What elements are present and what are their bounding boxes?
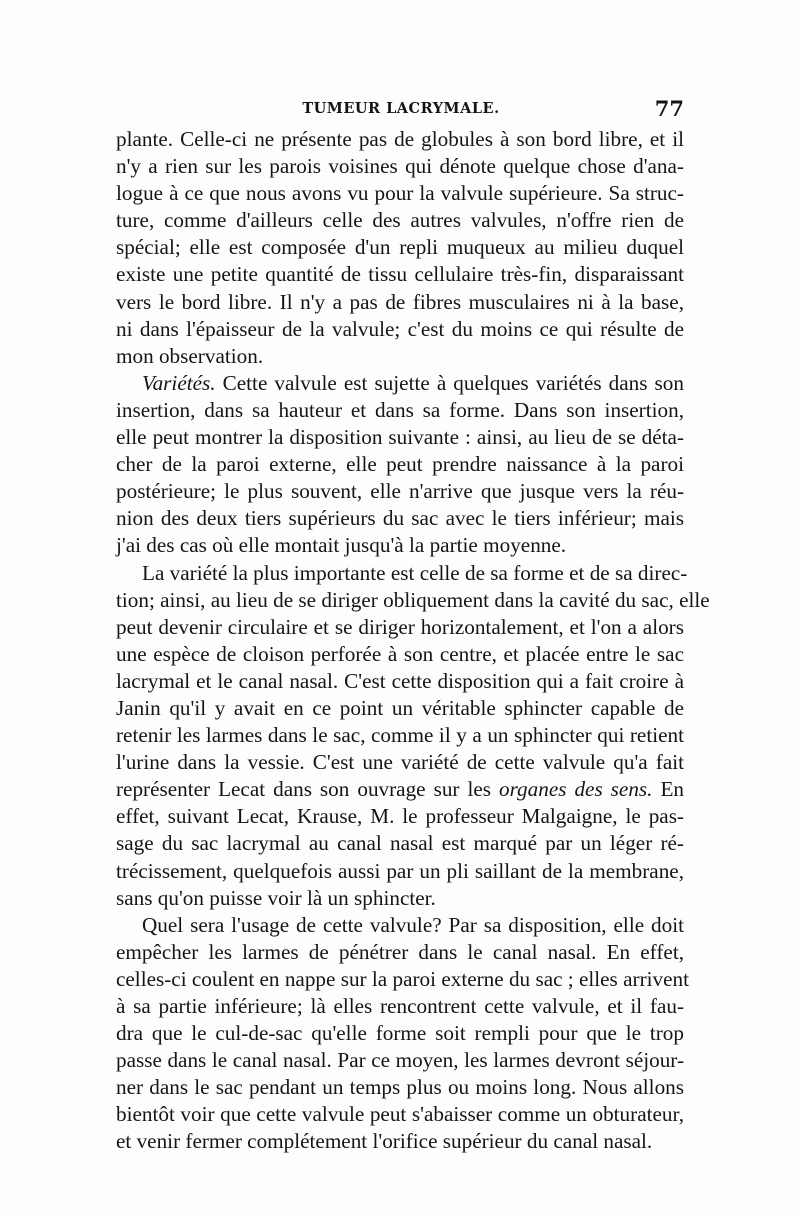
text-line: ner dans le sac pendant un temps plus ou moins long. Nous allons: [116, 1075, 684, 1100]
text-line: ni dans l'épaisseur de la valvule; c'est du moins ce qui résulte de: [116, 316, 684, 341]
text-line: [116, 370, 684, 397]
italic-lead: Variétés.: [142, 370, 216, 395]
text-line: j'ai des cas où elle montait jusqu'à la partie moyenne.: [116, 533, 567, 558]
text-line: logue à ce que nous avons vu pour la valvule supérieure. Sa struc-: [116, 181, 684, 206]
text-line: insertion, dans sa hauteur et dans sa forme. Dans son insertion,: [116, 397, 684, 422]
text-line: une espèce de cloison perforée à son centre, et placée entre le sac: [116, 641, 684, 666]
text-line: à sa partie inférieure; là elles rencontrent cette valvule, et il fau-: [116, 994, 684, 1018]
text-line: vers le bord libre. Il n'y a pas de fibres musculaires ni à la base,: [116, 289, 684, 314]
text-line: dra que le cul-de-sac qu'elle forme soit rempli pour que le trop: [116, 1021, 684, 1046]
text-line: Janin qu'il y avait en ce point un véritable sphincter capable de: [116, 695, 684, 720]
text-line: mon observation.: [116, 343, 264, 368]
text-line: lacrymal et le canal nasal. C'est cette disposition qui a fait croire à: [116, 668, 684, 693]
body-text: [116, 126, 710, 1156]
text-line: bientôt voir que cette valvule peut s'abaisser comme un obturateur,: [116, 1102, 684, 1127]
text-line: [116, 776, 684, 803]
text-line: sage du sac lacrymal au canal nasal est marqué par un léger ré-: [116, 831, 684, 856]
text-line: retenir les larmes dans le sac, comme il y a un sphincter qui retient: [116, 723, 684, 748]
text-line: et venir fermer complétement l'orifice supérieur du canal nasal.: [116, 1129, 653, 1154]
text-line: La variété la plus importante est celle de sa forme et de sa direc-: [142, 560, 688, 585]
text-line: postérieure; le plus souvent, elle n'arrive que jusque vers la réu-: [116, 479, 684, 504]
paragraph: [116, 126, 684, 370]
text-line: existe une petite quantité de tissu cellulaire très-fin, disparaissant: [116, 262, 684, 287]
text-line: l'urine dans la vessie. C'est une variété de cette valvule qu'a fait: [116, 750, 684, 775]
text-line: sans qu'on puisse voir là un sphincter.: [116, 885, 436, 910]
text-line: tion; ainsi, au lieu de se diriger obliquement dans la cavité du sac, elle: [116, 587, 710, 612]
text-line: nion des deux tiers supérieurs du sac avec le tiers inférieur; mais: [116, 506, 684, 531]
paragraph: [116, 912, 689, 1156]
paragraph: [116, 370, 684, 560]
text-fragment: représenter Lecat dans son ouvrage sur les: [116, 777, 499, 802]
text-line: ture, comme d'ailleurs celle des autres valvules, n'offre rien de: [116, 208, 684, 233]
italic-phrase: organes des sens.: [498, 777, 653, 802]
text-line: passe dans le canal nasal. Par ce moyen, les larmes devront séjour-: [116, 1048, 684, 1073]
running-title: TUMEUR LACRYMALE.: [302, 100, 500, 117]
text-line: elle peut montrer la disposition suivante : ainsi, au lieu de se déta-: [116, 425, 684, 450]
text-line: peut devenir circulaire et se diriger horizontalement, et l'on a alors: [116, 614, 684, 639]
text-line: plante. Celle-ci ne présente pas de globules à son bord libre, et il: [116, 127, 684, 151]
text-line: effet, suivant Lecat, Krause, M. le professeur Malgaigne, le pas-: [116, 804, 684, 829]
text-line: cher de la paroi externe, elle peut prendre naissance à la paroi: [116, 452, 684, 477]
text-line: spécial; elle est composée d'un repli muqueux au milieu duquel: [116, 235, 684, 260]
text-line: empêcher les larmes de pénétrer dans le canal nasal. En effet,: [116, 939, 684, 964]
page-number: 77: [654, 96, 684, 121]
text-line: n'y a rien sur les parois voisines qui dénote quelque chose d'ana-: [116, 154, 684, 179]
text-line: celles-ci coulent en nappe sur la paroi externe du sac ; elles arrivent: [116, 966, 689, 991]
paragraph: [116, 560, 710, 912]
text-line: Quel sera l'usage de cette valvule? Par sa disposition, elle doit: [142, 912, 684, 937]
text-fragment: Cette valvule est sujette à quelques variétés dans son: [215, 370, 684, 395]
page-header: [118, 96, 684, 120]
text-line: trécissement, quelquefois aussi par un pli saillant de la membrane,: [116, 858, 684, 883]
text-fragment: En: [652, 777, 684, 802]
